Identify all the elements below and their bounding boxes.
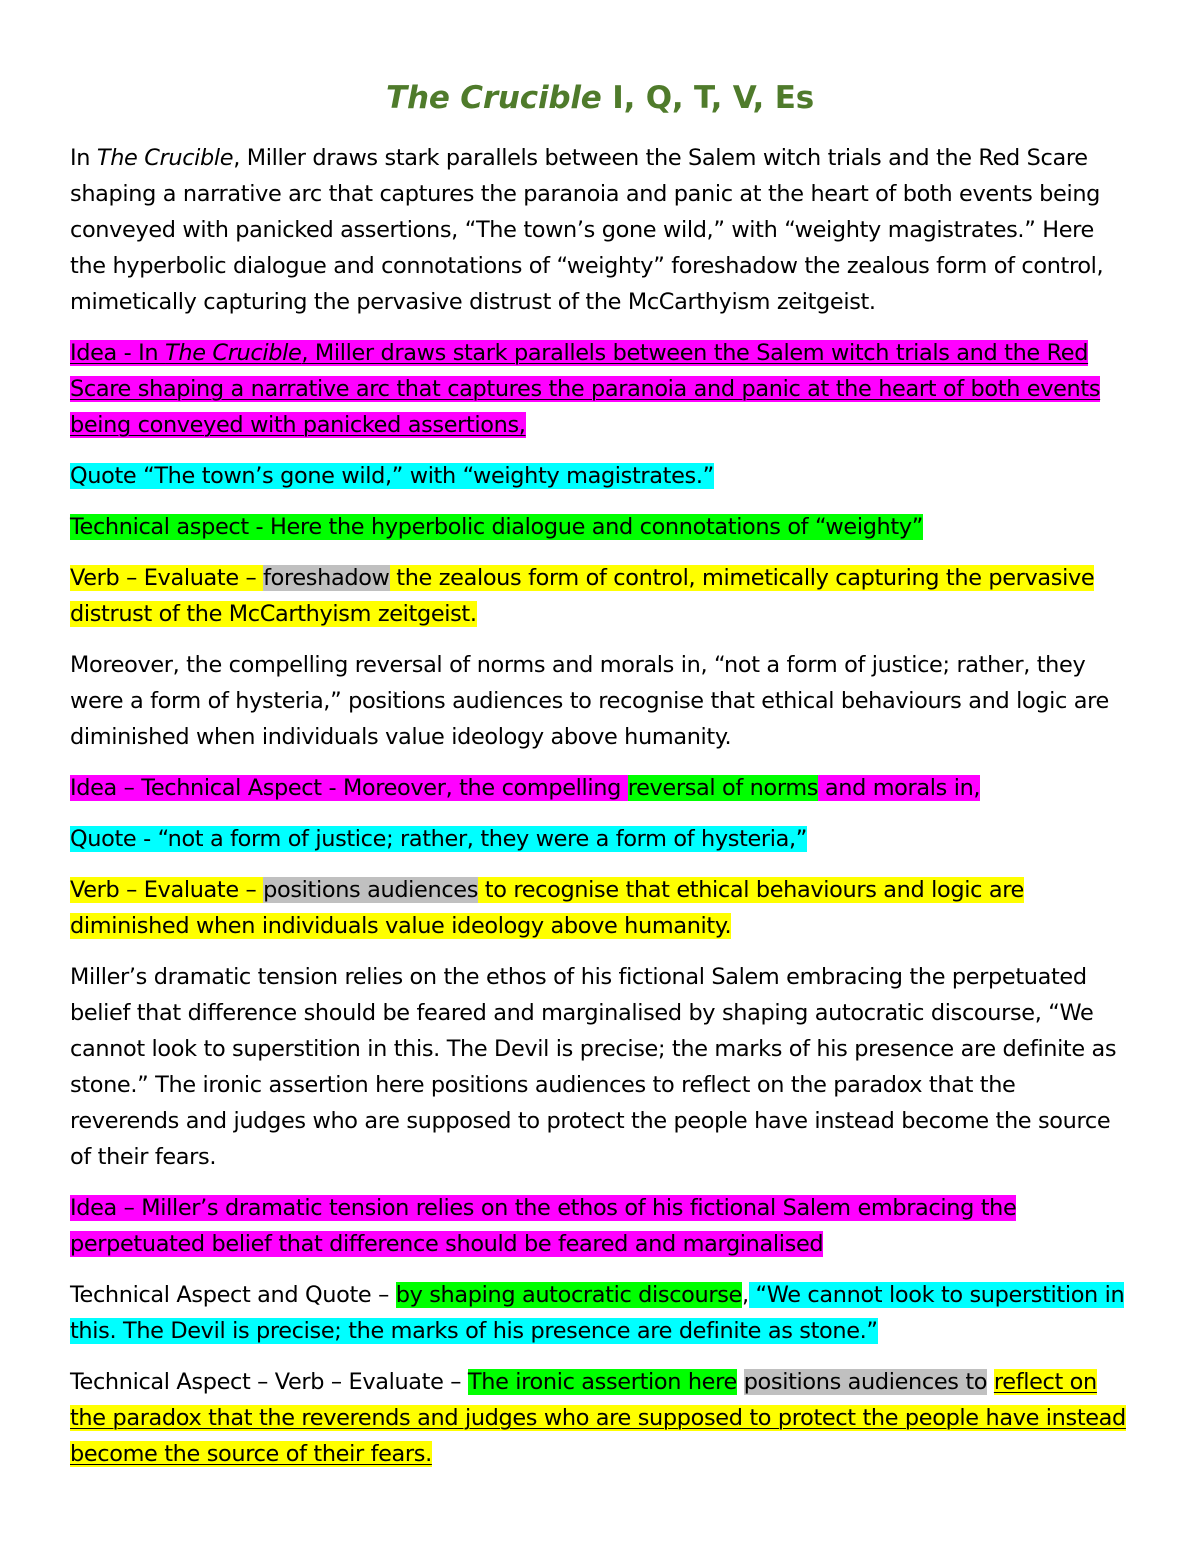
technical-quote-3 (70, 1277, 1130, 1349)
title-italic: The Crucible (386, 80, 602, 116)
verb-evaluate-2 (70, 872, 1130, 944)
idea-2 (70, 770, 1130, 806)
techverb3-technical: The ironic assertion here (467, 1369, 737, 1395)
idea1-work-title: The Crucible (165, 340, 302, 366)
techverb3-verb: positions audiences to (743, 1369, 988, 1395)
technical-verb-evaluate-3 (70, 1364, 1130, 1472)
quote-2 (70, 821, 1130, 857)
idea-3 (70, 1190, 1130, 1262)
idea-1 (70, 335, 1130, 443)
techquote3-technical: by shaping autocratic discourse (395, 1282, 742, 1308)
title-rest: I, Q, T, V, Es (601, 80, 814, 116)
idea2-lead: Idea – Technical Aspect - Moreover, the compelling (70, 775, 628, 801)
tech1-text: Technical aspect - Here the hyperbolic dialogue and connotations of “weighty” (70, 514, 923, 540)
techquote3-sep: , (741, 1282, 749, 1308)
technical-1 (70, 509, 1130, 545)
verb2-verb: positions audiences (263, 877, 479, 903)
techverb3-evaluation: reflect on the paradox that the reverends and judges who are supposed to protect the people have instead become the source of their fears. (70, 1369, 1126, 1467)
para2-text: Moreover, the compelling reversal of norms and morals in, “not a form of justice; rather, they were a form of hysteria,” positions audiences to recognise that ethical behaviours and logic are diminished when individuals value ideology above humanity. (70, 652, 1109, 750)
paragraph-1 (70, 140, 1130, 320)
verb2-label: Verb – Evaluate – (70, 877, 264, 903)
document-page (70, 78, 1130, 1487)
verb-evaluate-1 (70, 560, 1130, 632)
verb1-label: Verb – Evaluate – (70, 565, 264, 591)
para3-text: Miller’s dramatic tension relies on the ethos of his fictional Salem embracing the perpetuated belief that difference should be feared and marginalised by shaping autocratic discourse, “We cannot look to superstition in this. The Devil is precise; the marks of his presence are definite as stone.” The ironic assertion here positions audiences to reflect on the paradox that the reverends and judges who are supposed to protect the people have instead become the source of their fears. (70, 964, 1117, 1170)
page-title (70, 78, 1130, 118)
idea3-text: Idea – Miller’s dramatic tension relies on the ethos of his fictional Salem embracing the perpetuated belief that difference should be feared and marginalised (70, 1195, 1017, 1257)
idea2-tail: and morals in, (818, 775, 981, 801)
idea1-lead: Idea - In (70, 340, 166, 366)
verb1-verb: foreshadow (263, 565, 390, 591)
techverb3-label: Technical Aspect – Verb – Evaluate – (70, 1369, 468, 1395)
quote-1 (70, 458, 1130, 494)
para1-body: , Miller draws stark parallels between the Salem witch trials and the Red Scare shaping a narrative arc that captures the paranoia and panic at the heart of both events being conveyed with panicked assertions, “The town’s gone wild,” with “weighty magistrates.” Here the hyperbolic dialogue and connotations of “weighty” foreshadow the zealous form of control, mimetically capturing the pervasive distrust of the McCarthyism zeitgeist. (70, 145, 1104, 315)
quote2-text: Quote - “not a form of justice; rather, they were a form of hysteria,” (70, 826, 808, 852)
techverb3-space (737, 1369, 744, 1395)
paragraph-2 (70, 647, 1130, 755)
techverb3-space-2 (987, 1369, 994, 1395)
idea1-body: , Miller draws stark parallels between the Salem witch trials and the Red Scare shaping a narrative arc that captures the paranoia and panic at the heart of both events being conveyed with panicked assertions, (70, 340, 1101, 438)
para1-work-title: The Crucible (96, 145, 234, 171)
techquote3-quote: “We cannot look to superstition in this. The Devil is precise; the marks of his presence are definite as stone.” (70, 1282, 1125, 1344)
paragraph-3 (70, 959, 1130, 1175)
para1-lead: In (70, 145, 97, 171)
verb2-evaluation: to recognise that ethical behaviours and logic are diminished when individuals value ideology above humanity. (70, 877, 1024, 939)
verb1-evaluation: the zealous form of control, mimetically capturing the pervasive distrust of the McCarthyism zeitgeist. (70, 565, 1095, 627)
quote1-text: Quote “The town’s gone wild,” with “weighty magistrates.” (70, 463, 714, 489)
techquote3-label: Technical Aspect and Quote – (70, 1282, 396, 1308)
idea2-technical: reversal of norms (627, 775, 819, 801)
